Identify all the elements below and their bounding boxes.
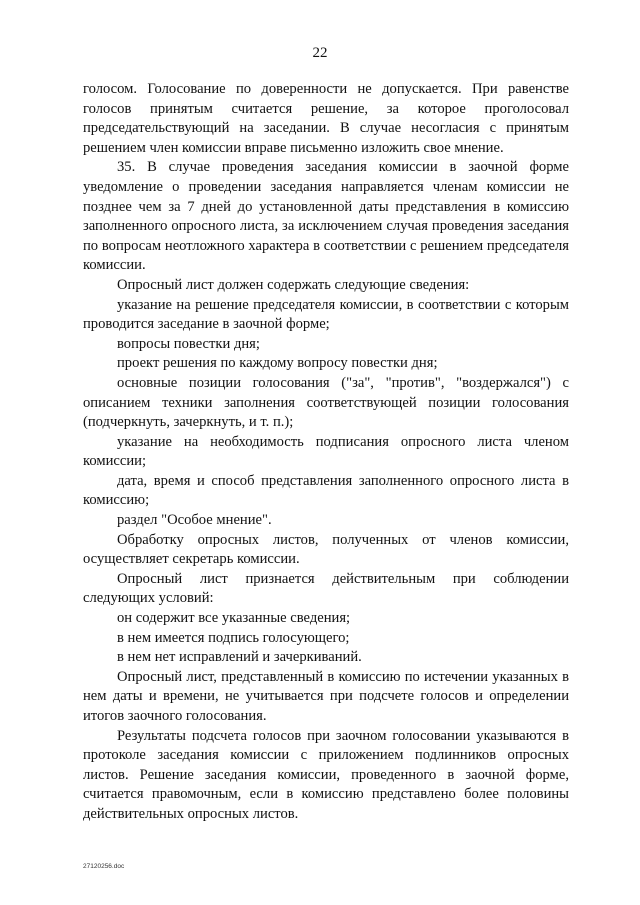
list-item: проект решения по каждому вопросу повестки дня; bbox=[117, 355, 438, 372]
list-item: основные позиции голосования ("за", "против", "воздержался") с описанием техники заполнения соответствующей позиции голосования (подчеркнуть, зачеркнуть, и т. п.); bbox=[83, 374, 569, 431]
paragraph: Опросный лист, представленный в комиссию по истечении указанных в нем даты и времени, не учитывается при подсчете голосов и определении итогов заочного голосования. bbox=[83, 668, 569, 724]
paragraph: Опросный лист признается действительным при соблюдении следующих условий: bbox=[83, 570, 569, 607]
paragraph: Обработку опросных листов, полученных от членов комиссии, осуществляет секретарь комиссии. bbox=[83, 531, 569, 568]
list-item: он содержит все указанные сведения; bbox=[117, 610, 351, 627]
paragraph: голосом. Голосование по доверенности не допускается. При равенстве голосов принятым считается решение, за которое проголосовал председательствующий на заседании. В случае несогласия с принятым решением член комиссии вправе письменно изложить свое мнение. bbox=[83, 81, 569, 156]
list-item: вопросы повестки дня; bbox=[117, 335, 260, 352]
document-body bbox=[83, 80, 569, 825]
list-item: дата, время и способ представления заполненного опросного листа в комиссию; bbox=[83, 472, 569, 509]
list-item: указание на решение председателя комиссии, в соответствии с которым проводится заседание в заочной форме; bbox=[83, 296, 569, 333]
paragraph: Результаты подсчета голосов при заочном голосовании указываются в протоколе заседания комиссии с приложением подлинников опросных листов. Решение заседания комиссии, проведенного в заочной форме, считается правомочным, если в комиссию представлено более половины действительных опросных листов. bbox=[83, 727, 569, 822]
page-number: 22 bbox=[312, 45, 328, 61]
list-item: раздел "Особое мнение". bbox=[117, 512, 272, 529]
paragraph: Опросный лист должен содержать следующие сведения: bbox=[117, 276, 470, 293]
list-item: указание на необходимость подписания опросного листа членом комиссии; bbox=[83, 433, 569, 470]
paragraph: 35. В случае проведения заседания комиссии в заочной форме уведомление о проведении заседания направляется членам комиссии не позднее чем за 7 дней до установленной даты представления в комиссию заполненного опросного листа, за исключением случая проведения заседания по вопросам неотложного характера в соответствии с решением председателя комиссии. bbox=[83, 159, 569, 274]
file-name-footer: 27120256.doc bbox=[83, 863, 125, 870]
list-item: в нем имеется подпись голосующего; bbox=[117, 629, 350, 646]
list-item: в нем нет исправлений и зачеркиваний. bbox=[117, 649, 362, 666]
